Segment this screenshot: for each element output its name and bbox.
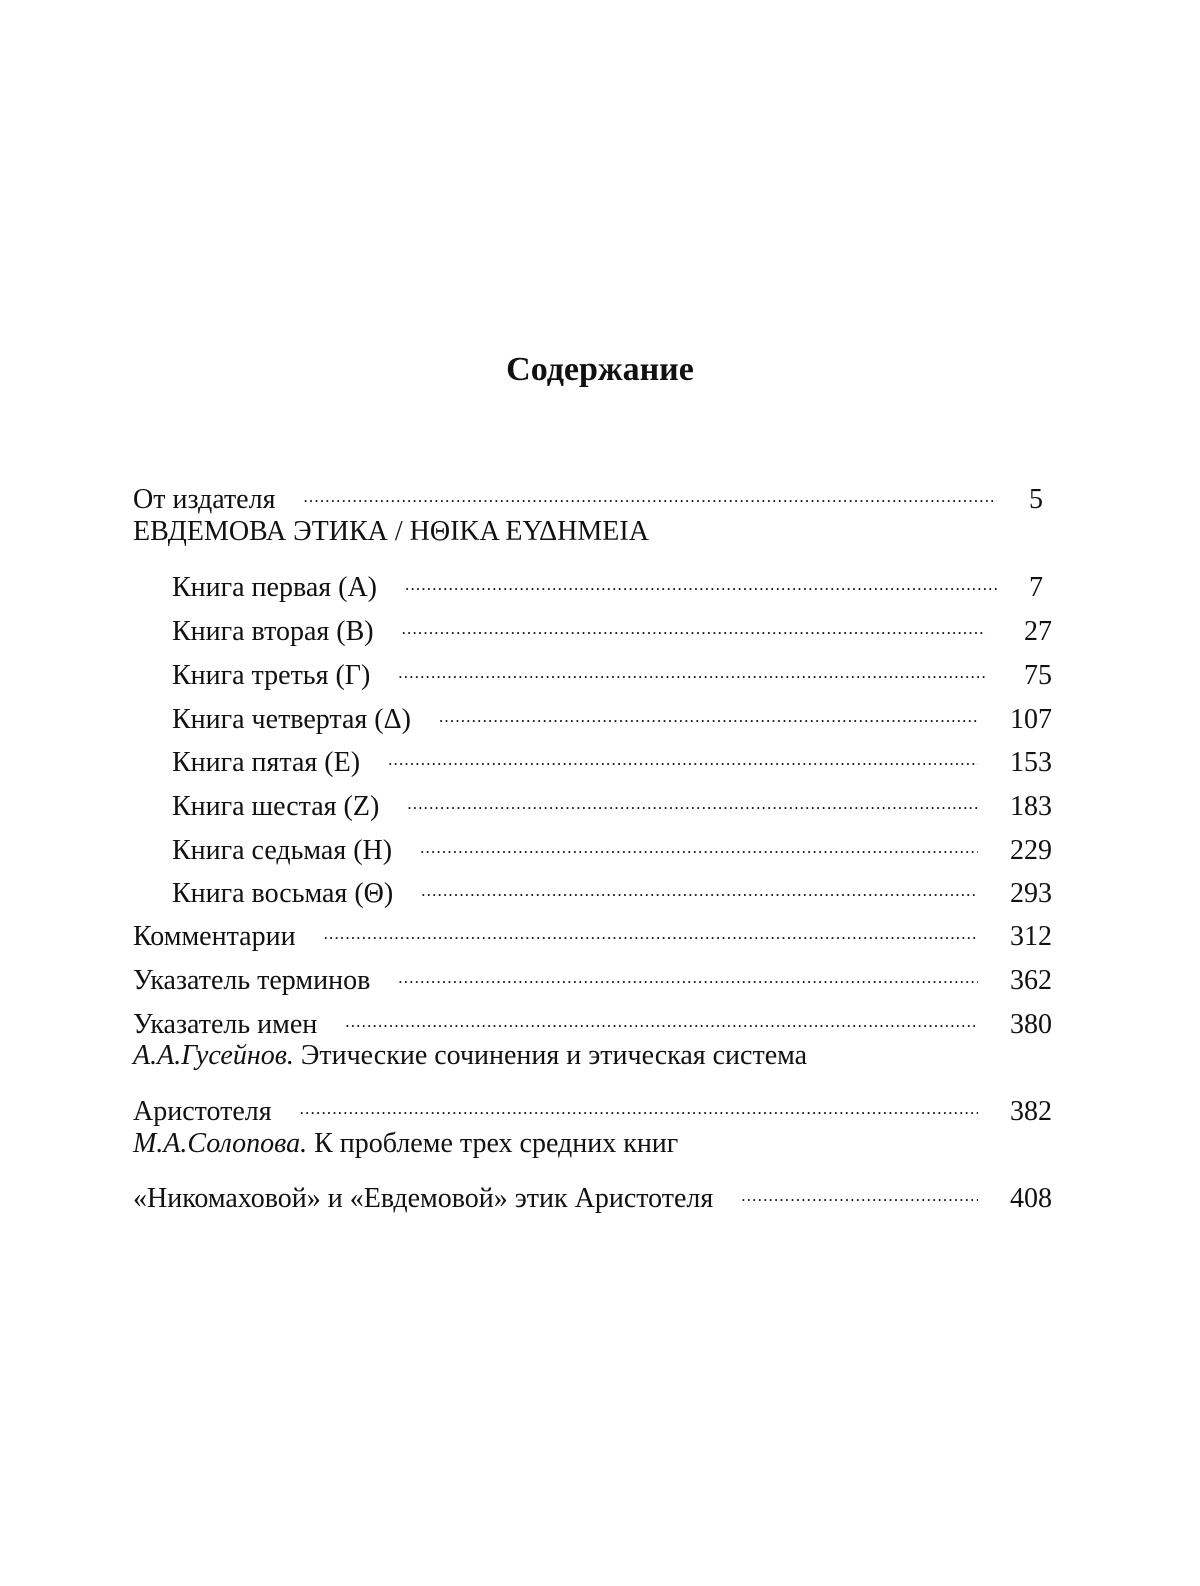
leader-dots: [405, 556, 997, 596]
toc-entry: [133, 468, 1043, 515]
leader-dots: [388, 731, 978, 771]
toc-entry-page: 107: [1010, 704, 1052, 735]
toc-entry-page: 312: [1010, 921, 1052, 952]
toc-entry-label: К проблеме трех средних книг: [314, 1128, 679, 1159]
toc-entry-label: «Никомаховой» и «Евдемовой» этик Аристотеля: [133, 1183, 714, 1214]
toc-entry: [133, 993, 1052, 1040]
toc-entry: [172, 731, 1052, 778]
toc-entry-multiline: [133, 1124, 1052, 1164]
toc-entry-label: Книга пятая (Е): [172, 747, 361, 778]
toc-section-heading: [133, 512, 1033, 552]
leader-dots: [741, 1167, 978, 1207]
toc-entry-label: ЕВДЕМОВА ЭТИКА / ΗΘΙΚΑ ΕΥΔΗΜΕΙΑ: [133, 516, 649, 547]
toc-entry: [133, 905, 1052, 952]
toc-entry-label: Книга вторая (В): [172, 616, 374, 647]
toc-entry-page: 229: [1010, 835, 1052, 866]
leader-dots: [420, 819, 978, 859]
leader-dots: [402, 600, 986, 640]
leader-dots: [398, 949, 978, 989]
toc-entry-page: 153: [1010, 747, 1052, 778]
toc-entry: [172, 600, 1052, 647]
toc-entry-page: 183: [1010, 791, 1052, 822]
toc-entry: [172, 862, 1052, 909]
toc-entry: [172, 556, 1043, 603]
toc-entry-page: 5: [1029, 484, 1043, 515]
toc-entry-label: Книга четвертая (Δ): [172, 704, 411, 735]
toc-entry-page: 382: [1010, 1096, 1052, 1127]
toc-entry: [172, 819, 1052, 866]
leader-dots: [439, 688, 978, 728]
toc-entry-label: От издателя: [133, 484, 276, 515]
toc-entry-label: Указатель терминов: [133, 965, 371, 996]
toc-entry: [172, 644, 1052, 691]
toc-entry-label: Книга восьмая (Θ): [172, 878, 394, 909]
toc-entry-page: 380: [1010, 1009, 1052, 1040]
leader-dots: [324, 905, 978, 945]
toc-entry-label: Комментарии: [133, 921, 296, 952]
toc-entry: [172, 688, 1052, 735]
toc-entry: [133, 1167, 1052, 1214]
toc-entry-page: 27: [1024, 616, 1052, 647]
toc-entry-label: Аристотеля: [133, 1096, 272, 1127]
toc-entry-page: 75: [1024, 660, 1052, 691]
toc-entry-label: Книга первая (А): [172, 572, 377, 603]
toc-entry: [133, 949, 1052, 996]
toc-entry-label: Этические сочинения и этическая система: [300, 1040, 808, 1071]
toc-entry: [133, 1080, 1052, 1127]
toc-entry-page: 293: [1010, 878, 1052, 909]
toc-entry-page: 408: [1010, 1183, 1052, 1214]
toc-entry-label: Указатель имен: [133, 1009, 318, 1040]
toc-entry-label: Книга седьмая (Н): [172, 835, 393, 866]
leader-dots: [421, 862, 978, 902]
toc-entry-author: М.А.Солопова.: [133, 1128, 308, 1159]
leader-dots: [303, 468, 997, 508]
toc-entry-page: 7: [1029, 572, 1043, 603]
toc-entry: [172, 775, 1052, 822]
leader-dots: [398, 644, 986, 684]
leader-dots: [407, 775, 978, 815]
leader-dots: [300, 1080, 978, 1120]
toc-entry-label: Книга шестая (Z): [172, 791, 380, 822]
toc-entry-multiline: [133, 1036, 1052, 1076]
page-title: Содержание: [506, 351, 694, 388]
leader-dots: [345, 993, 978, 1033]
toc-entry-page: 362: [1010, 965, 1052, 996]
toc-entry-label: Книга третья (Г): [172, 660, 371, 691]
toc-entry-author: А.А.Гусейнов.: [133, 1040, 294, 1071]
